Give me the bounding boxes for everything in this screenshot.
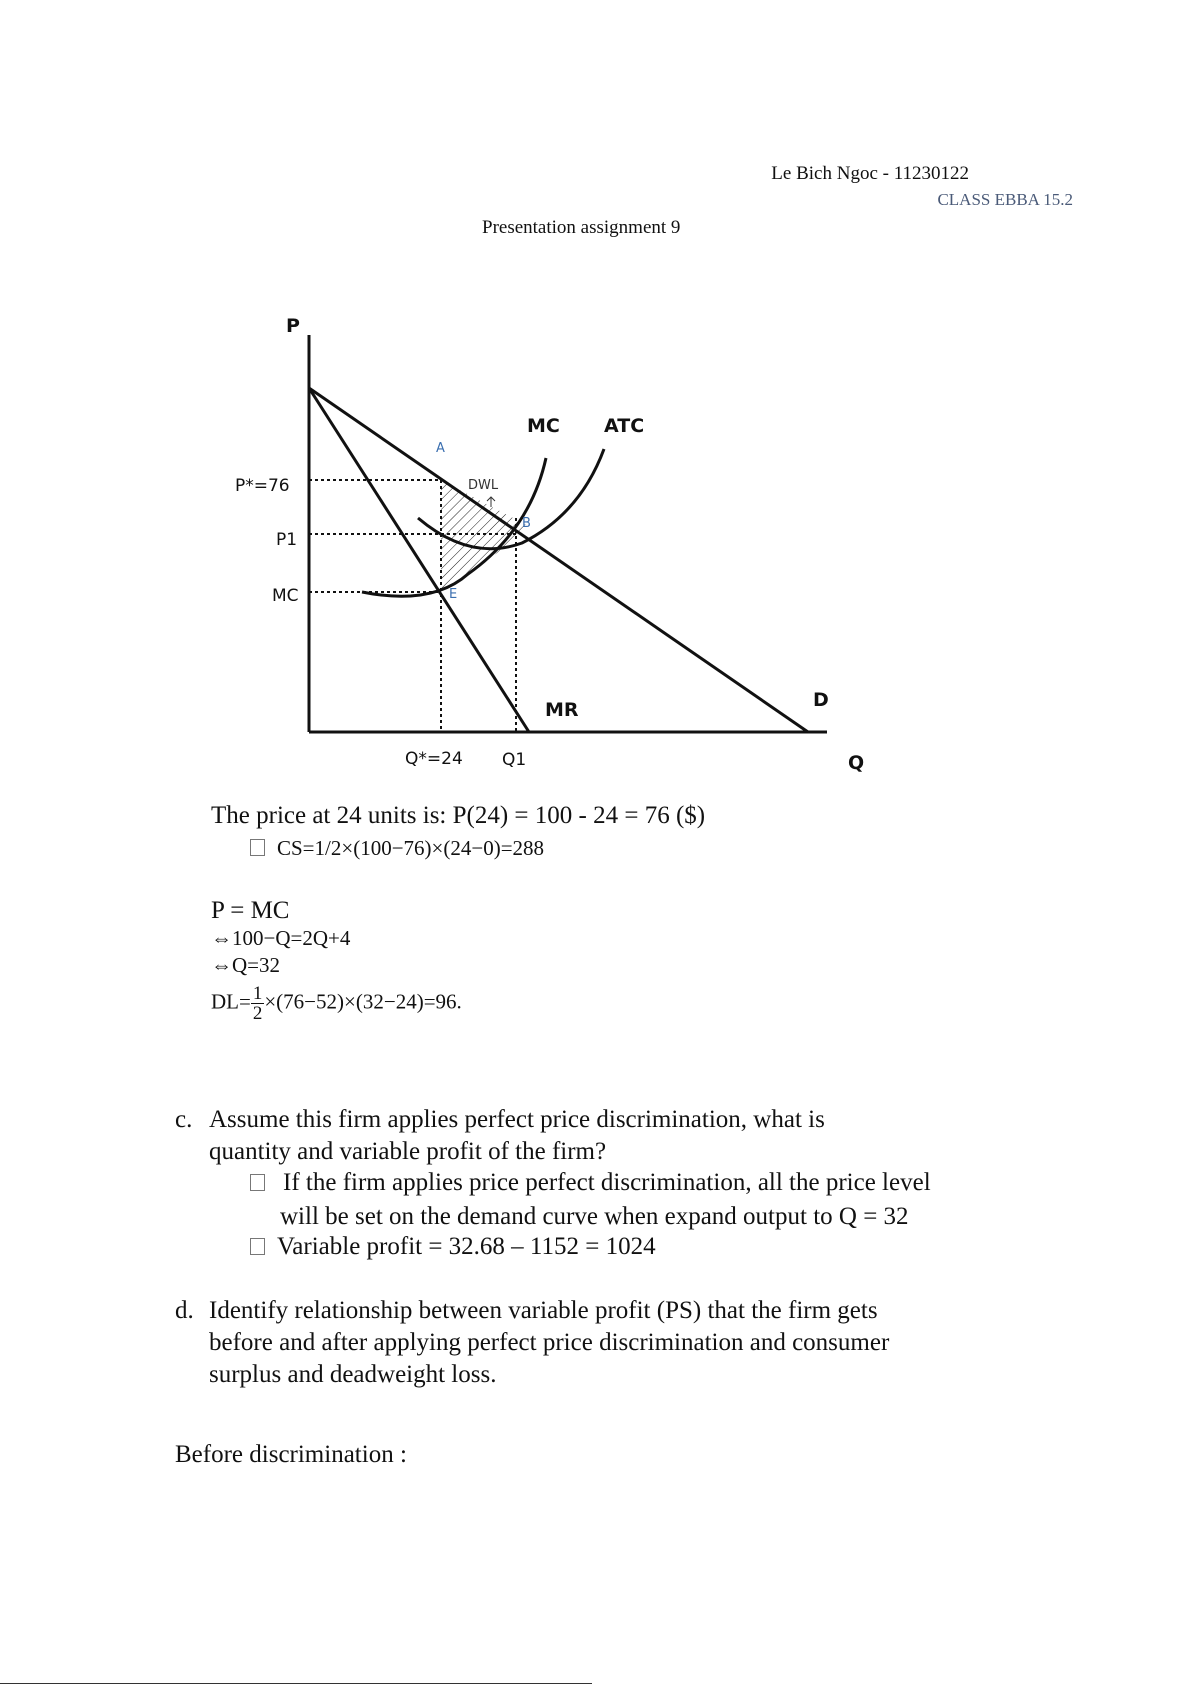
before-discrimination-heading: Before discrimination : [175,1441,407,1468]
dl-fraction [251,984,265,1023]
point-e-label: E [449,587,458,602]
dl-denominator: 2 [252,1003,263,1024]
section-c-question-1: Assume this firm applies perfect price discrimination, what is [209,1106,825,1133]
demand-curve [309,388,808,732]
mc-level-label: MC [272,586,299,606]
dl-numerator: 1 [252,983,263,1004]
demand-curve-label: D [813,689,829,711]
qstar-label: Q*=24 [405,749,463,769]
page-bottom-rule [0,1683,592,1684]
atc-curve-label: ATC [604,415,645,437]
p-equals-mc: P = MC [211,897,290,924]
dl-prefix: DL= [211,989,251,1014]
class-line: CLASS EBBA 15.2 [937,190,1073,209]
dl-formula [211,984,462,1023]
section-d-label: d. [175,1297,194,1324]
mc-curve-label: MC [527,415,560,437]
bullet-box-icon [250,1174,265,1191]
section-c-bullet-1 [250,1169,931,1197]
section-c-label: c. [175,1106,193,1133]
dwl-label: DWL [468,478,499,493]
pstar-label: P*=76 [235,476,290,496]
mr-curve [309,388,529,732]
section-d-question-1: Identify relationship between variable profit (PS) that the firm gets [209,1297,878,1324]
section-d-question-2: before and after applying perfect price discrimination and consumer [209,1329,890,1356]
axis-q-label: Q [848,752,865,774]
section-c-question-2: quantity and variable profit of the firm? [209,1138,607,1165]
bullet-box-icon [250,839,265,856]
author-line: Le Bich Ngoc - 11230122 [771,163,969,184]
bullet-2-text: Variable profit = 32.68 – 1152 = 1024 [277,1233,656,1260]
equation-step-1: ⇔100−Q=2Q+4 [211,926,351,950]
monopoly-graph [0,0,1191,800]
dl-rest: ×(76−52)×(32−24)=96. [264,989,462,1014]
equation-step-2: ⇔Q=32 [211,953,281,977]
mr-curve-label: MR [545,699,579,721]
point-b-label: B [522,516,531,531]
price-statement: The price at 24 units is: P(24) = 100 - 24 = 76 ($) [211,802,706,829]
section-c-bullet-2 [250,1233,656,1261]
cs-line [250,836,544,861]
point-a-label: A [436,441,445,456]
p1-label: P1 [276,530,298,550]
q1-label: Q1 [502,750,527,770]
section-c-bullet-1-cont: will be set on the demand curve when expand output to Q = 32 [280,1203,909,1230]
axis-p-label: P [286,315,300,337]
section-d-question-3: surplus and deadweight loss. [209,1361,497,1388]
bullet-1-text: If the firm applies price perfect discrimination, all the price level [283,1169,931,1196]
page-title: Presentation assignment 9 [482,217,681,238]
bullet-box-icon [250,1238,265,1255]
cs-formula: CS=1/2×(100−76)×(24−0)=288 [277,836,545,860]
